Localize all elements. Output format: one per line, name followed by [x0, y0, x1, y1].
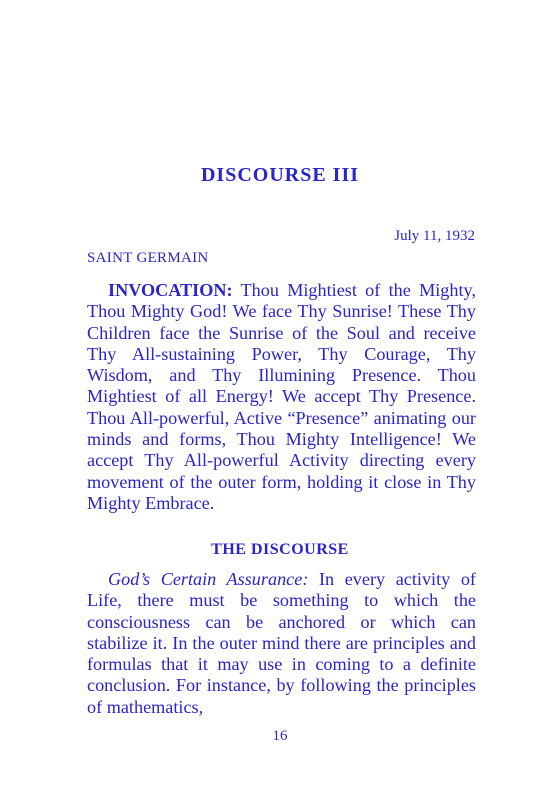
page-number: 16 [272, 728, 288, 744]
speaker-name: SAINT GERMAIN [87, 250, 209, 266]
invocation-text: Thou Mightiest of the Mighty, Thou Mighty God! We face Thy Sunrise! These Thy Children face the Sunrise of the Soul and receive Thy All-sustaining Power, Thy Courage, Thy Wisdom, and Thy Illumining Presence. Thou Mightiest of all Energy! We accept Thy Presence. Thou All-powerful, Active “Presence” animating our minds and forms, Thou Mighty Intelligence! We accept Thy All-powerful Activity directing every movement of the outer form, holding it close in Thy Mighty Embrace. [87, 280, 477, 513]
invocation-label: INVOCATION: [108, 280, 233, 300]
chapter-title: DISCOURSE III [200, 164, 360, 186]
section-title: THE DISCOURSE [211, 541, 349, 558]
invocation-paragraph [87, 280, 476, 514]
discourse-date: July 11, 1932 [394, 228, 475, 244]
discourse-paragraph [87, 569, 476, 718]
discourse-lead-in: God’s Certain Assurance: [108, 569, 309, 589]
discourse-text: In every activity of Life, there must be something to which the consciousness can be anchored or which can stabilize it. In the outer mind there are principles and formulas that it may use in coming to a definite conclusion. For instance, by following the principles of mathematics, [87, 569, 476, 717]
